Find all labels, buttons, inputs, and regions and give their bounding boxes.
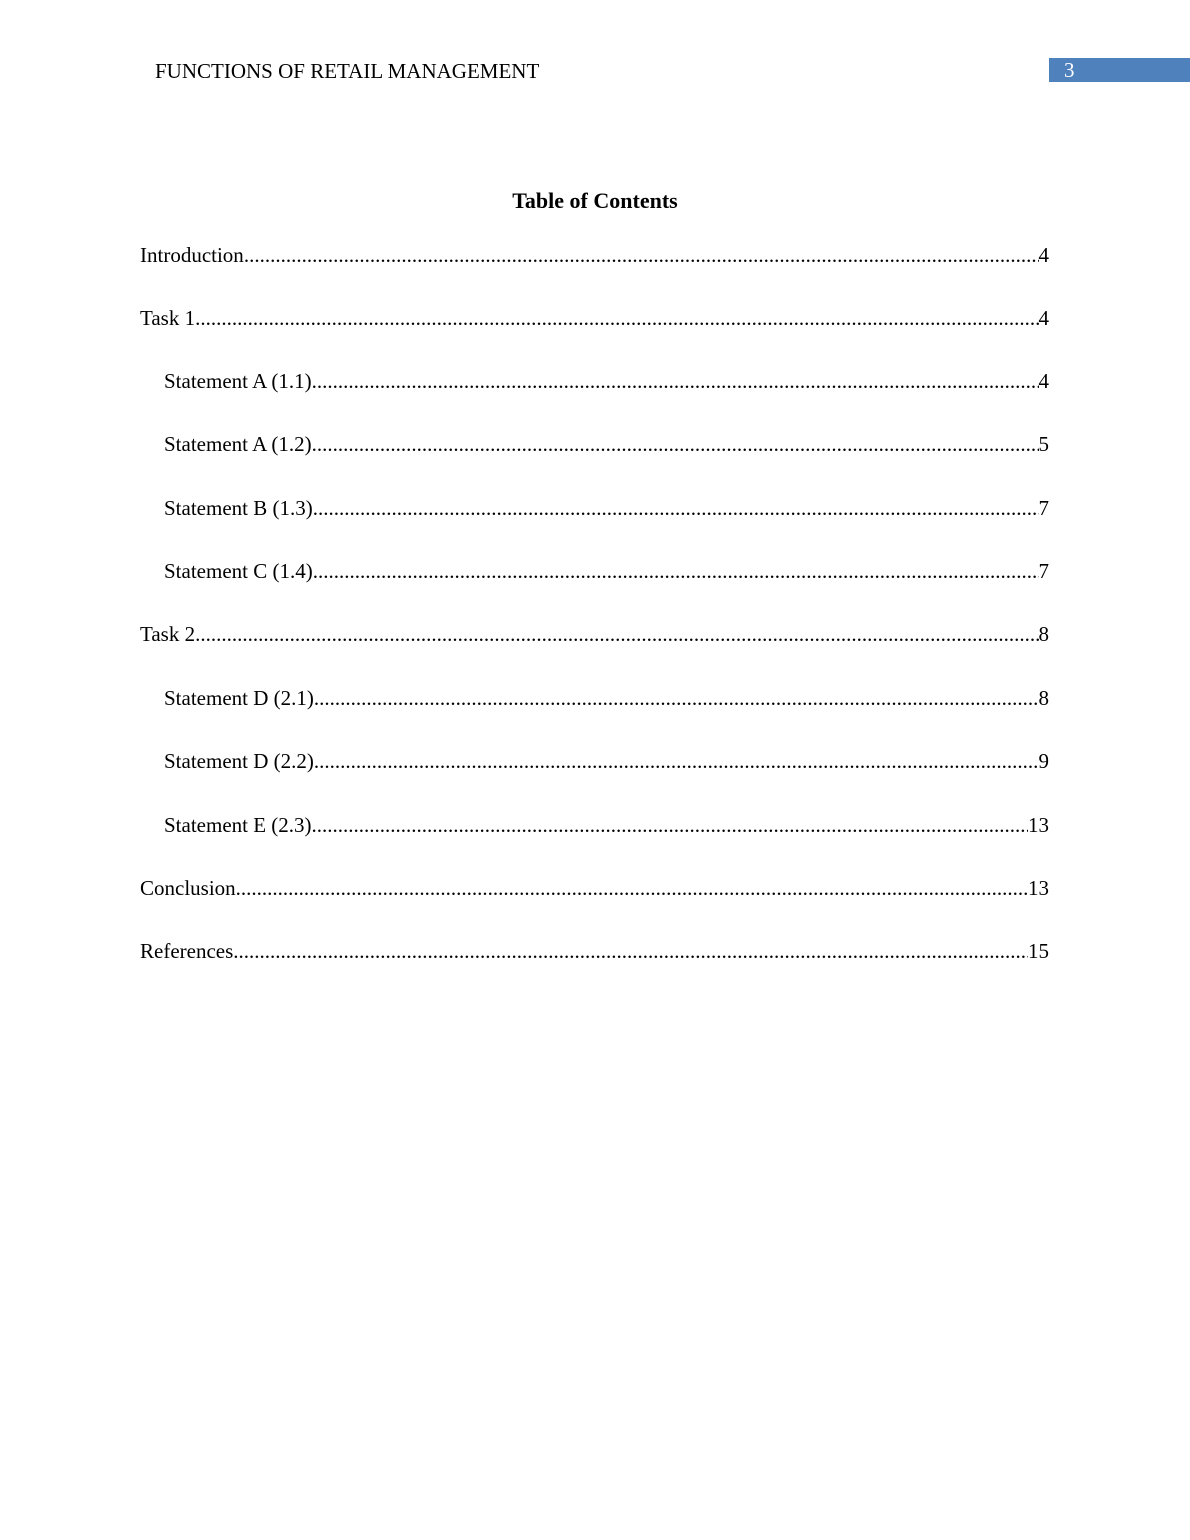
toc-entry-label: References: [140, 939, 234, 963]
toc-dot-leader: [312, 367, 1039, 395]
toc-entry-page: 4: [1038, 369, 1049, 393]
page-number-box: [1049, 58, 1190, 82]
running-title: FUNCTIONS OF RETAIL MANAGEMENT: [155, 59, 540, 83]
toc-entry-label: Statement A (1.1): [164, 369, 312, 393]
toc-entry-statement-c-1-4[interactable]: [164, 557, 1049, 585]
toc-entry-label: Statement E (2.3): [164, 813, 312, 837]
toc-entry-statement-e-2-3[interactable]: [164, 811, 1049, 839]
toc-entry-page: 15: [1028, 939, 1049, 963]
toc-dot-leader: [195, 304, 1038, 332]
toc-dot-leader: [313, 494, 1039, 522]
toc-entry-page: 5: [1038, 432, 1049, 456]
toc-heading: Table of Contents: [512, 188, 678, 213]
toc-entry-conclusion[interactable]: [140, 874, 1049, 902]
toc-entry-statement-b-1-3[interactable]: [164, 494, 1049, 522]
toc-entry-page: 13: [1028, 813, 1049, 837]
toc-entry-label: Statement B (1.3): [164, 496, 313, 520]
toc-dot-leader: [312, 430, 1039, 458]
toc-entry-page: 8: [1038, 686, 1049, 710]
toc-entry-label: Task 2: [140, 622, 196, 646]
toc-entry-introduction[interactable]: [140, 241, 1049, 269]
toc-entry-label: Introduction: [140, 243, 244, 267]
toc-dot-leader: [313, 557, 1039, 585]
toc-entry-statement-d-2-2[interactable]: [164, 747, 1049, 775]
toc-entry-label: Statement A (1.2): [164, 432, 312, 456]
toc-dot-leader: [312, 811, 1028, 839]
toc-dot-leader: [233, 937, 1028, 965]
toc-entry-page: 9: [1038, 749, 1049, 773]
toc-dot-leader: [314, 684, 1039, 712]
toc-entry-page: 4: [1038, 243, 1049, 267]
toc-entry-statement-a-1-2[interactable]: [164, 430, 1049, 458]
toc-entry-references[interactable]: [140, 937, 1049, 965]
toc-dot-leader: [195, 620, 1038, 648]
toc-entry-label: Statement C (1.4): [164, 559, 313, 583]
page-number: 3: [1064, 58, 1075, 82]
toc-entry-statement-d-2-1[interactable]: [164, 684, 1049, 712]
toc-entry-label: Statement D (2.2): [164, 749, 314, 773]
toc-entry-page: 4: [1038, 306, 1049, 330]
toc-entry-page: 7: [1038, 559, 1049, 583]
toc-dot-leader: [314, 747, 1039, 775]
toc-entry-label: Statement D (2.1): [164, 686, 314, 710]
toc-entry-task-2[interactable]: [140, 620, 1049, 648]
toc-entry-page: 13: [1028, 876, 1049, 900]
toc-dot-leader: [244, 241, 1039, 269]
toc-entry-statement-a-1-1[interactable]: [164, 367, 1049, 395]
toc-entry-page: 8: [1038, 622, 1049, 646]
toc-entry-label: Task 1: [140, 306, 196, 330]
toc-entry-task-1[interactable]: [140, 304, 1049, 332]
toc-entry-label: Conclusion: [140, 876, 236, 900]
toc-entry-page: 7: [1038, 496, 1049, 520]
toc-dot-leader: [236, 874, 1028, 902]
